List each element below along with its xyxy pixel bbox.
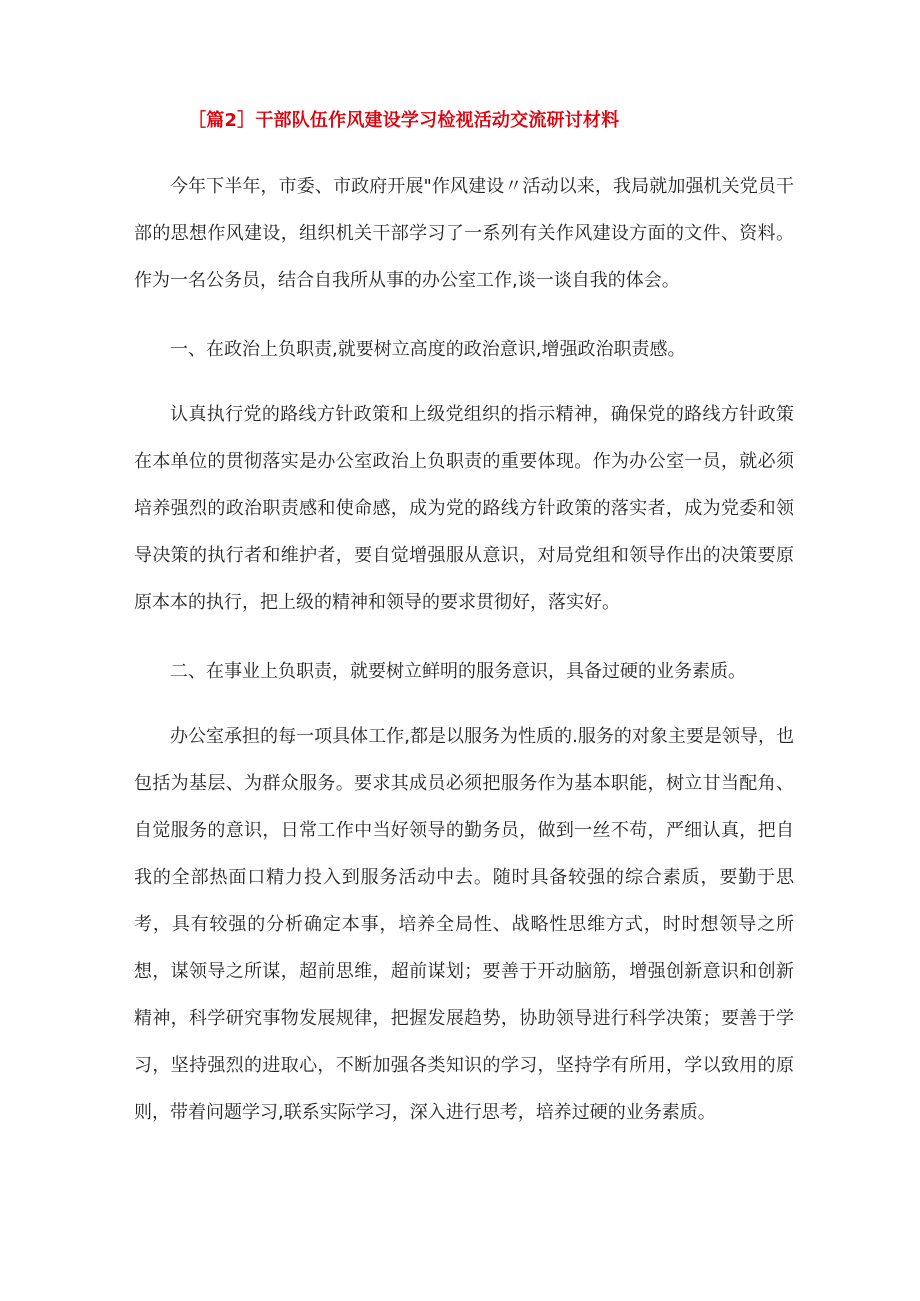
paragraph-service: 办公室承担的每一项具体工作,都是以服务为性质的.服务的对象主要是领导，也包括为基层、为群众服务。要求其成员必须把服务作为基本职能，树立甘当配角、自觉服务的意识，日常工作中当好领导的勤务员，做到一丝不苟，严细认真，把自我的全部热面口精力投入到服务活动中去。随时具备较强的综合素质，要勤于思考，具有较强的分析确定本事，培养全局性、战略性思维方式，时时想领导之所想，谋领导之所谋，超前思维，超前谋划；要善于开动脑筋，增强创新意识和创新精神，科学研究事物发展规律，把握发展趋势，协助领导进行科学决策；要善于学习，坚持强烈的进取心，不断加强各类知识的学习，坚持学有所用，学以致用的原则，带着问题学习,联系实际学习，深入进行思考，培养过硬的业务素质。 xyxy=(134,726,794,1123)
document-title: ［篇2］干部队伍作风建设学习检视活动交流研讨材料 xyxy=(188,110,620,131)
paragraph-political: 认真执行党的路线方针政策和上级党组织的指示精神，确保党的路线方针政策在本单位的贯彻落实是办公室政治上负职责的重要体现。作为办公室一员，就必须培养强烈的政治职责感和使命感，成为党的路线方针政策的落实者，成为党委和领导决策的执行者和维护者，要自觉增强服从意识，对局党组和领导作出的决策要原原本本的执行，把上级的精神和领导的要求贯彻好，落实好。 xyxy=(134,404,794,613)
section-heading-political: 一、在政治上负职责,就要树立高度的政治意识,增强政治职责感。 xyxy=(170,339,686,360)
section-heading-service: 二、在事业上负职责，就要树立鲜明的服务意识，具备过硬的业务素质。 xyxy=(170,661,746,682)
paragraph-intro: 今年下半年，市委、市政府开展"作风建设〃活动以来，我局就加强机关党员干部的思想作风建设，组织机关干部学习了一系列有关作风建设方面的文件、资料。作为一名公务员，结合自我所从事的办公室工作,谈一谈自我的体会。 xyxy=(134,176,794,291)
